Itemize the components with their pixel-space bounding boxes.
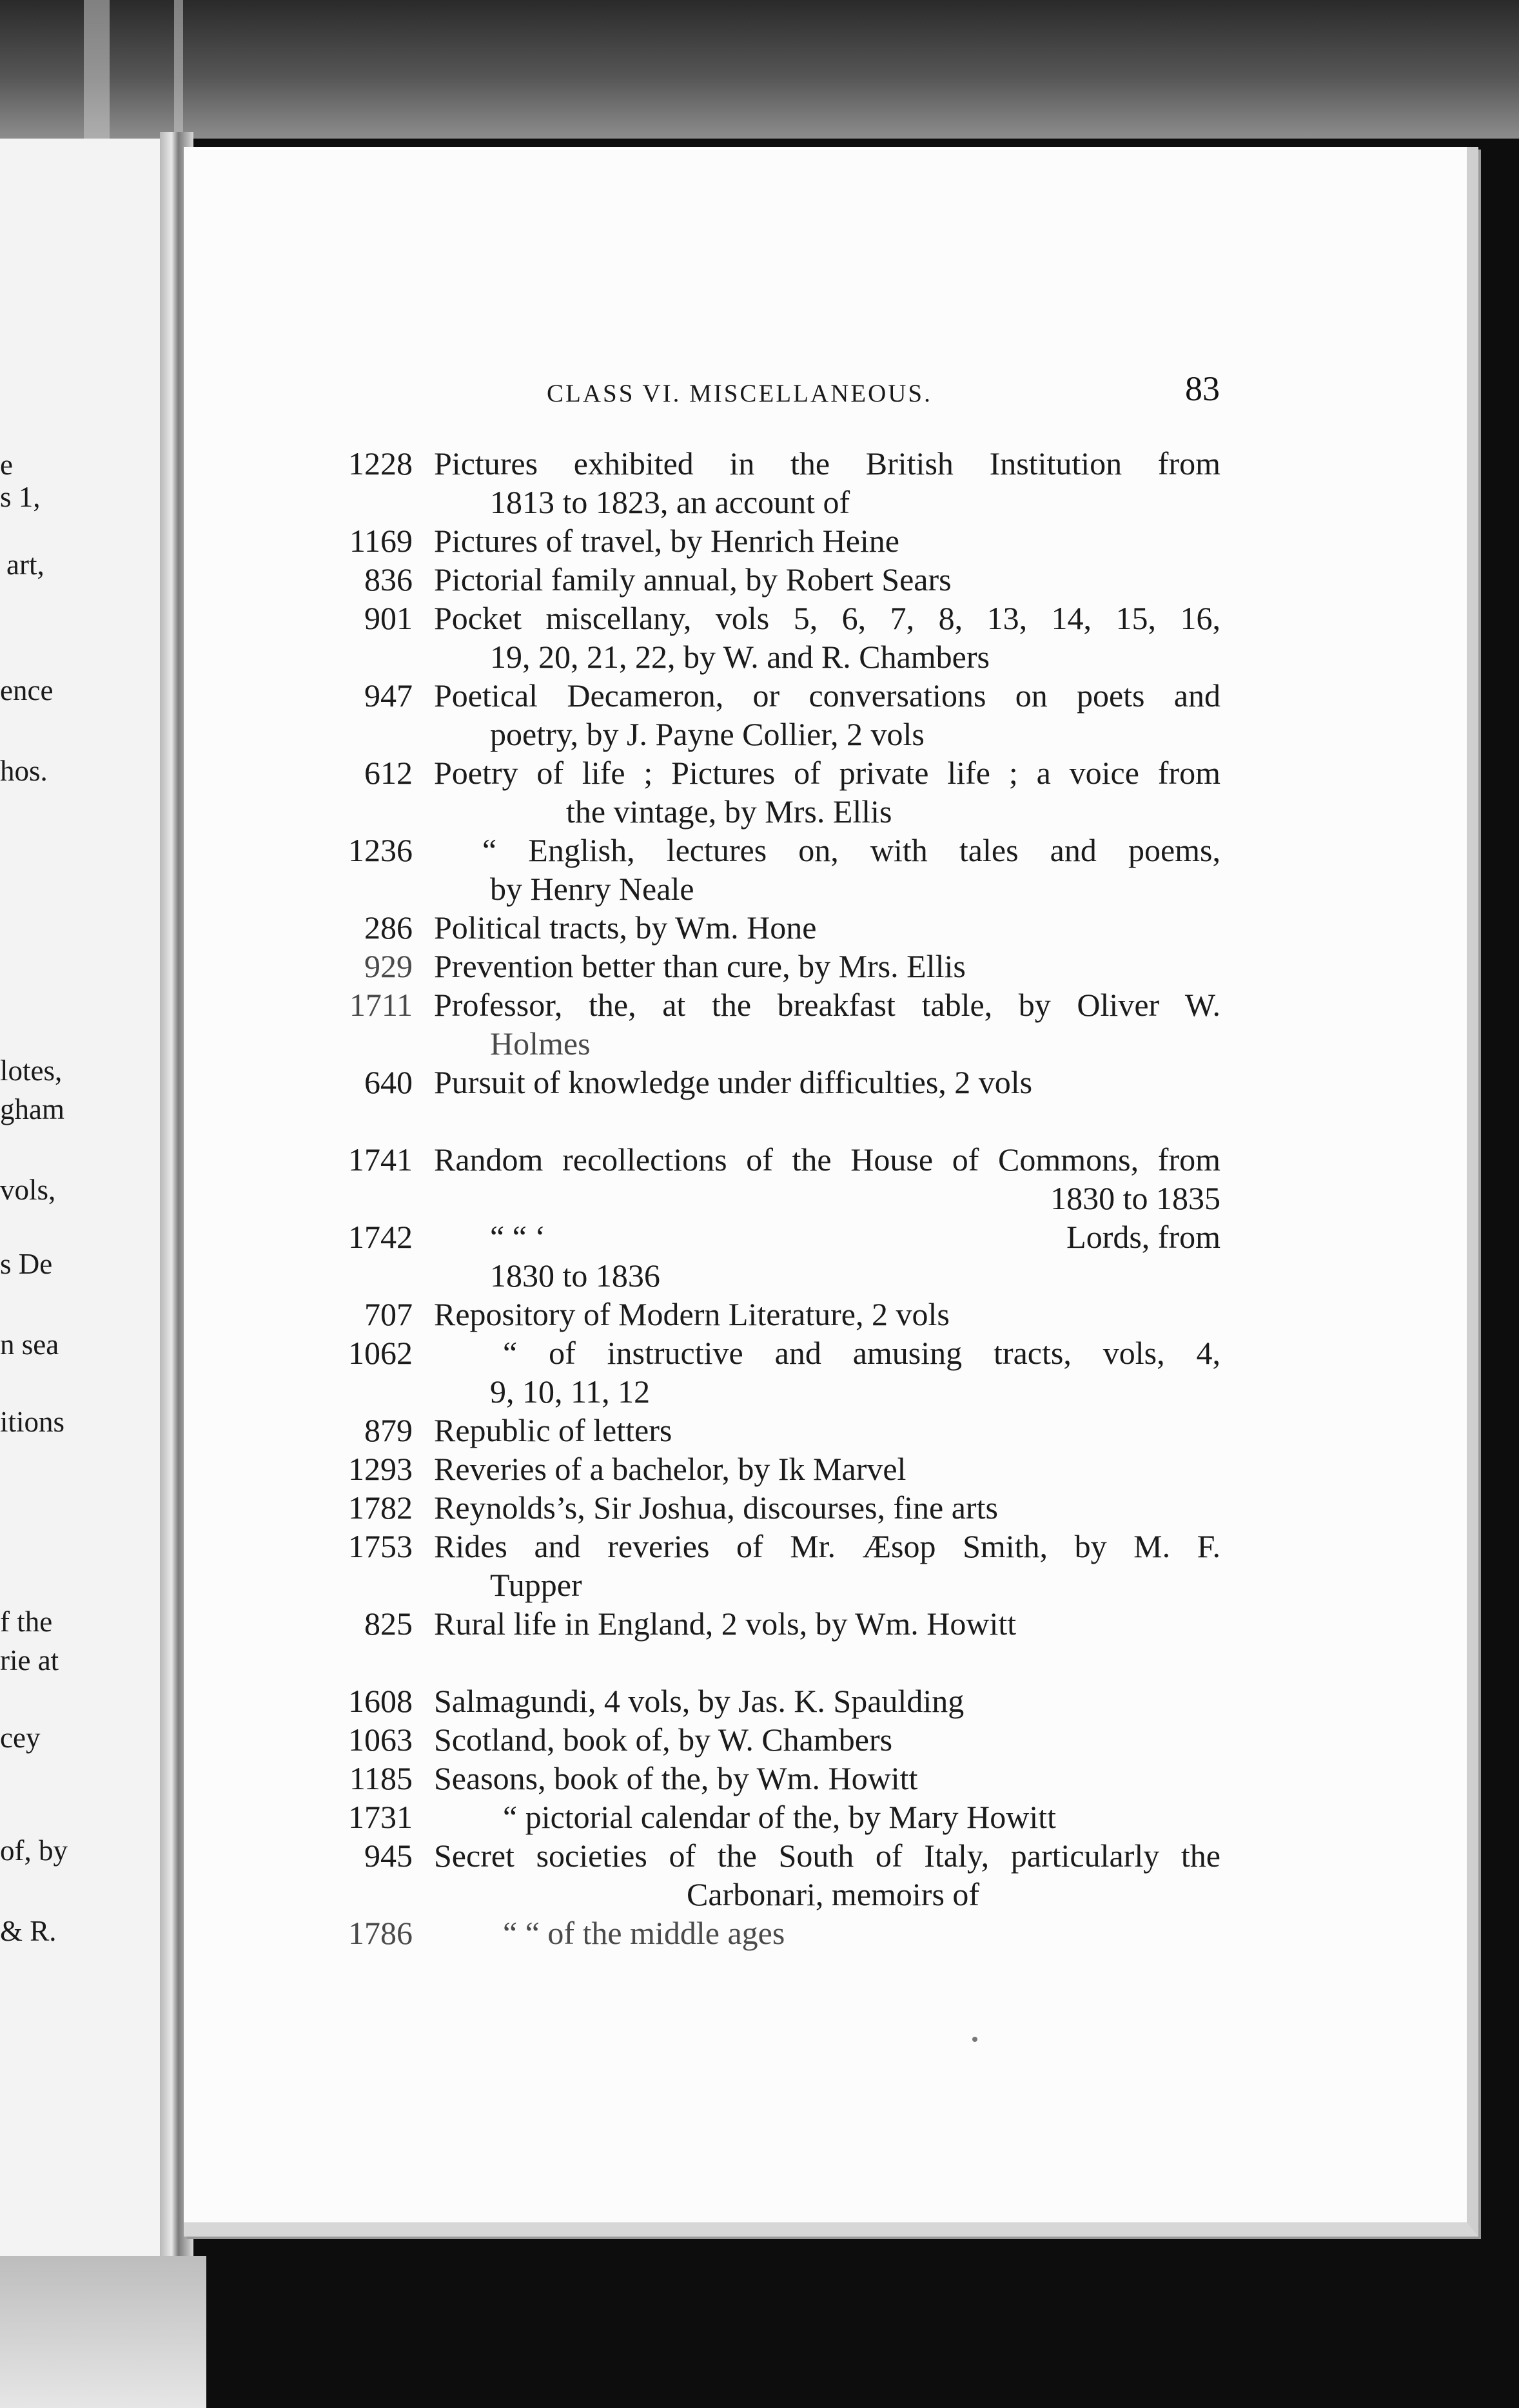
entry-text: Random recollections of the House of Commons, from xyxy=(434,1141,1220,1178)
entry-text: “ English, lectures on, with tales and poems, xyxy=(482,832,1220,868)
entry-number: 1228 xyxy=(348,445,413,481)
entry-text: 1830 to 1836 xyxy=(490,1257,660,1294)
entry-number: 286 xyxy=(364,909,413,946)
entry-number: 1063 xyxy=(348,1722,413,1758)
entry-number: 1711 xyxy=(349,987,413,1023)
left-page-fragment: s De xyxy=(0,1248,53,1280)
entry-text: Secret societies of the South of Italy, particularly the xyxy=(434,1838,1220,1874)
entry-number: 1782 xyxy=(348,1490,413,1526)
entry-text: Political tracts, by Wm. Hone xyxy=(434,909,817,946)
entry-text: Pursuit of knowledge under difficulties, 2 vols xyxy=(434,1064,1033,1100)
entry-number: 1236 xyxy=(348,832,413,868)
entry-text: Carbonari, memoirs of xyxy=(687,1876,980,1912)
page-number: 83 xyxy=(1185,369,1220,408)
entry-text: Lords, from xyxy=(1066,1219,1220,1255)
entry-number: 1786 xyxy=(348,1915,413,1951)
entry-text: Reveries of a bachelor, by Ik Marvel xyxy=(434,1451,906,1487)
left-page-fragment: cey xyxy=(0,1722,41,1754)
entry-number: 707 xyxy=(364,1296,413,1332)
entry-text: Prevention better than cure, by Mrs. Ellis xyxy=(434,948,966,984)
entry-number: 1741 xyxy=(348,1141,413,1178)
entry-text: Pocket miscellany, vols 5, 6, 7, 8, 13, 14, 15, 16, xyxy=(434,600,1220,636)
left-page-fragment: lotes, xyxy=(0,1054,63,1087)
entry-number: 1753 xyxy=(348,1528,413,1564)
entry-number: 825 xyxy=(364,1606,413,1642)
entry-text: Professor, the, at the breakfast table, by Oliver W. xyxy=(434,987,1220,1023)
entry-text: 9, 10, 11, 12 xyxy=(490,1374,651,1410)
entry-text: Rides and reveries of Mr. Æsop Smith, by M. F. xyxy=(434,1528,1220,1564)
entry-text: Pictures of travel, by Henrich Heine xyxy=(434,523,899,559)
left-page-fragment: art, xyxy=(6,549,44,581)
entry-text: 1830 to 1835 xyxy=(1050,1180,1220,1216)
entry-number: 945 xyxy=(364,1838,413,1874)
entry-text: Reynolds’s, Sir Joshua, discourses, fine arts xyxy=(434,1490,998,1526)
entry-number: 901 xyxy=(364,600,413,636)
left-page-fragment: n sea xyxy=(0,1328,59,1361)
entry-text: Poetry of life ; Pictures of private life ; a voice from xyxy=(434,755,1220,791)
entry-text: “ “ ‘ xyxy=(490,1219,546,1255)
entry-text: Poetical Decameron, or conversations on poets and xyxy=(434,677,1220,714)
entry-number: 947 xyxy=(364,677,413,714)
left-page-fragment: gham xyxy=(0,1093,64,1125)
entry-number: 612 xyxy=(364,755,413,791)
entry-number: 836 xyxy=(364,561,413,597)
book-binding xyxy=(0,2256,206,2408)
entry-number: 879 xyxy=(364,1412,413,1448)
entry-text: Pictures exhibited in the British Institution from xyxy=(434,445,1220,481)
left-page-fragment: of, by xyxy=(0,1834,68,1867)
entry-number: 929 xyxy=(364,948,413,984)
entry-text: Salmagundi, 4 vols, by Jas. K. Spaulding xyxy=(434,1683,965,1719)
entry-text: 19, 20, 21, 22, by W. and R. Chambers xyxy=(490,639,990,675)
running-head xyxy=(547,379,1224,408)
entry-text: “ pictorial calendar of the, by Mary Howitt xyxy=(503,1799,1057,1835)
entry-number: 1731 xyxy=(348,1799,413,1835)
entry-text: Tupper xyxy=(490,1567,582,1603)
entry-text: the vintage, by Mrs. Ellis xyxy=(566,793,892,830)
left-page-fragment: vols, xyxy=(0,1174,56,1206)
entry-number: 1185 xyxy=(349,1760,413,1796)
entry-text: Rural life in England, 2 vols, by Wm. Howitt xyxy=(434,1606,1017,1642)
facing-page-edge xyxy=(0,139,173,2291)
entry-number: 1742 xyxy=(348,1219,413,1255)
left-page-fragment: hos. xyxy=(0,755,48,787)
scan-top-edge xyxy=(0,0,1519,139)
entry-text: Holmes xyxy=(490,1025,591,1062)
left-page-fragment: e xyxy=(0,449,13,481)
entry-text: Repository of Modern Literature, 2 vols xyxy=(434,1296,950,1332)
entry-number: 1293 xyxy=(348,1451,413,1487)
left-page-fragment: s 1, xyxy=(0,481,41,513)
entry-text: by Henry Neale xyxy=(490,871,694,907)
entry-number: 640 xyxy=(364,1064,413,1100)
left-page-fragment: ence xyxy=(0,674,54,706)
left-page-fragment: f the xyxy=(0,1606,53,1638)
left-page-fragment: itions xyxy=(0,1406,65,1438)
left-page-fragment: & R. xyxy=(0,1915,57,1947)
left-page-fragment: rie at xyxy=(0,1644,59,1676)
entry-text: Seasons, book of the, by Wm. Howitt xyxy=(434,1760,918,1796)
entry-text: “ of instructive and amusing tracts, vols, 4, xyxy=(503,1335,1220,1371)
entry-text: 1813 to 1823, an account of xyxy=(490,484,850,520)
entry-text: Pictorial family annual, by Robert Sears xyxy=(434,561,952,597)
ink-speck xyxy=(972,2037,977,2042)
entry-text: Scotland, book of, by W. Chambers xyxy=(434,1722,893,1758)
running-title: CLASS VI. MISCELLANEOUS. xyxy=(547,380,932,407)
entry-number: 1169 xyxy=(349,523,413,559)
entry-text: poetry, by J. Payne Collier, 2 vols xyxy=(490,716,925,752)
entry-text: Republic of letters xyxy=(434,1412,672,1448)
entry-text: “ “ of the middle ages xyxy=(503,1915,785,1951)
entry-number: 1062 xyxy=(348,1335,413,1371)
entry-number: 1608 xyxy=(348,1683,413,1719)
